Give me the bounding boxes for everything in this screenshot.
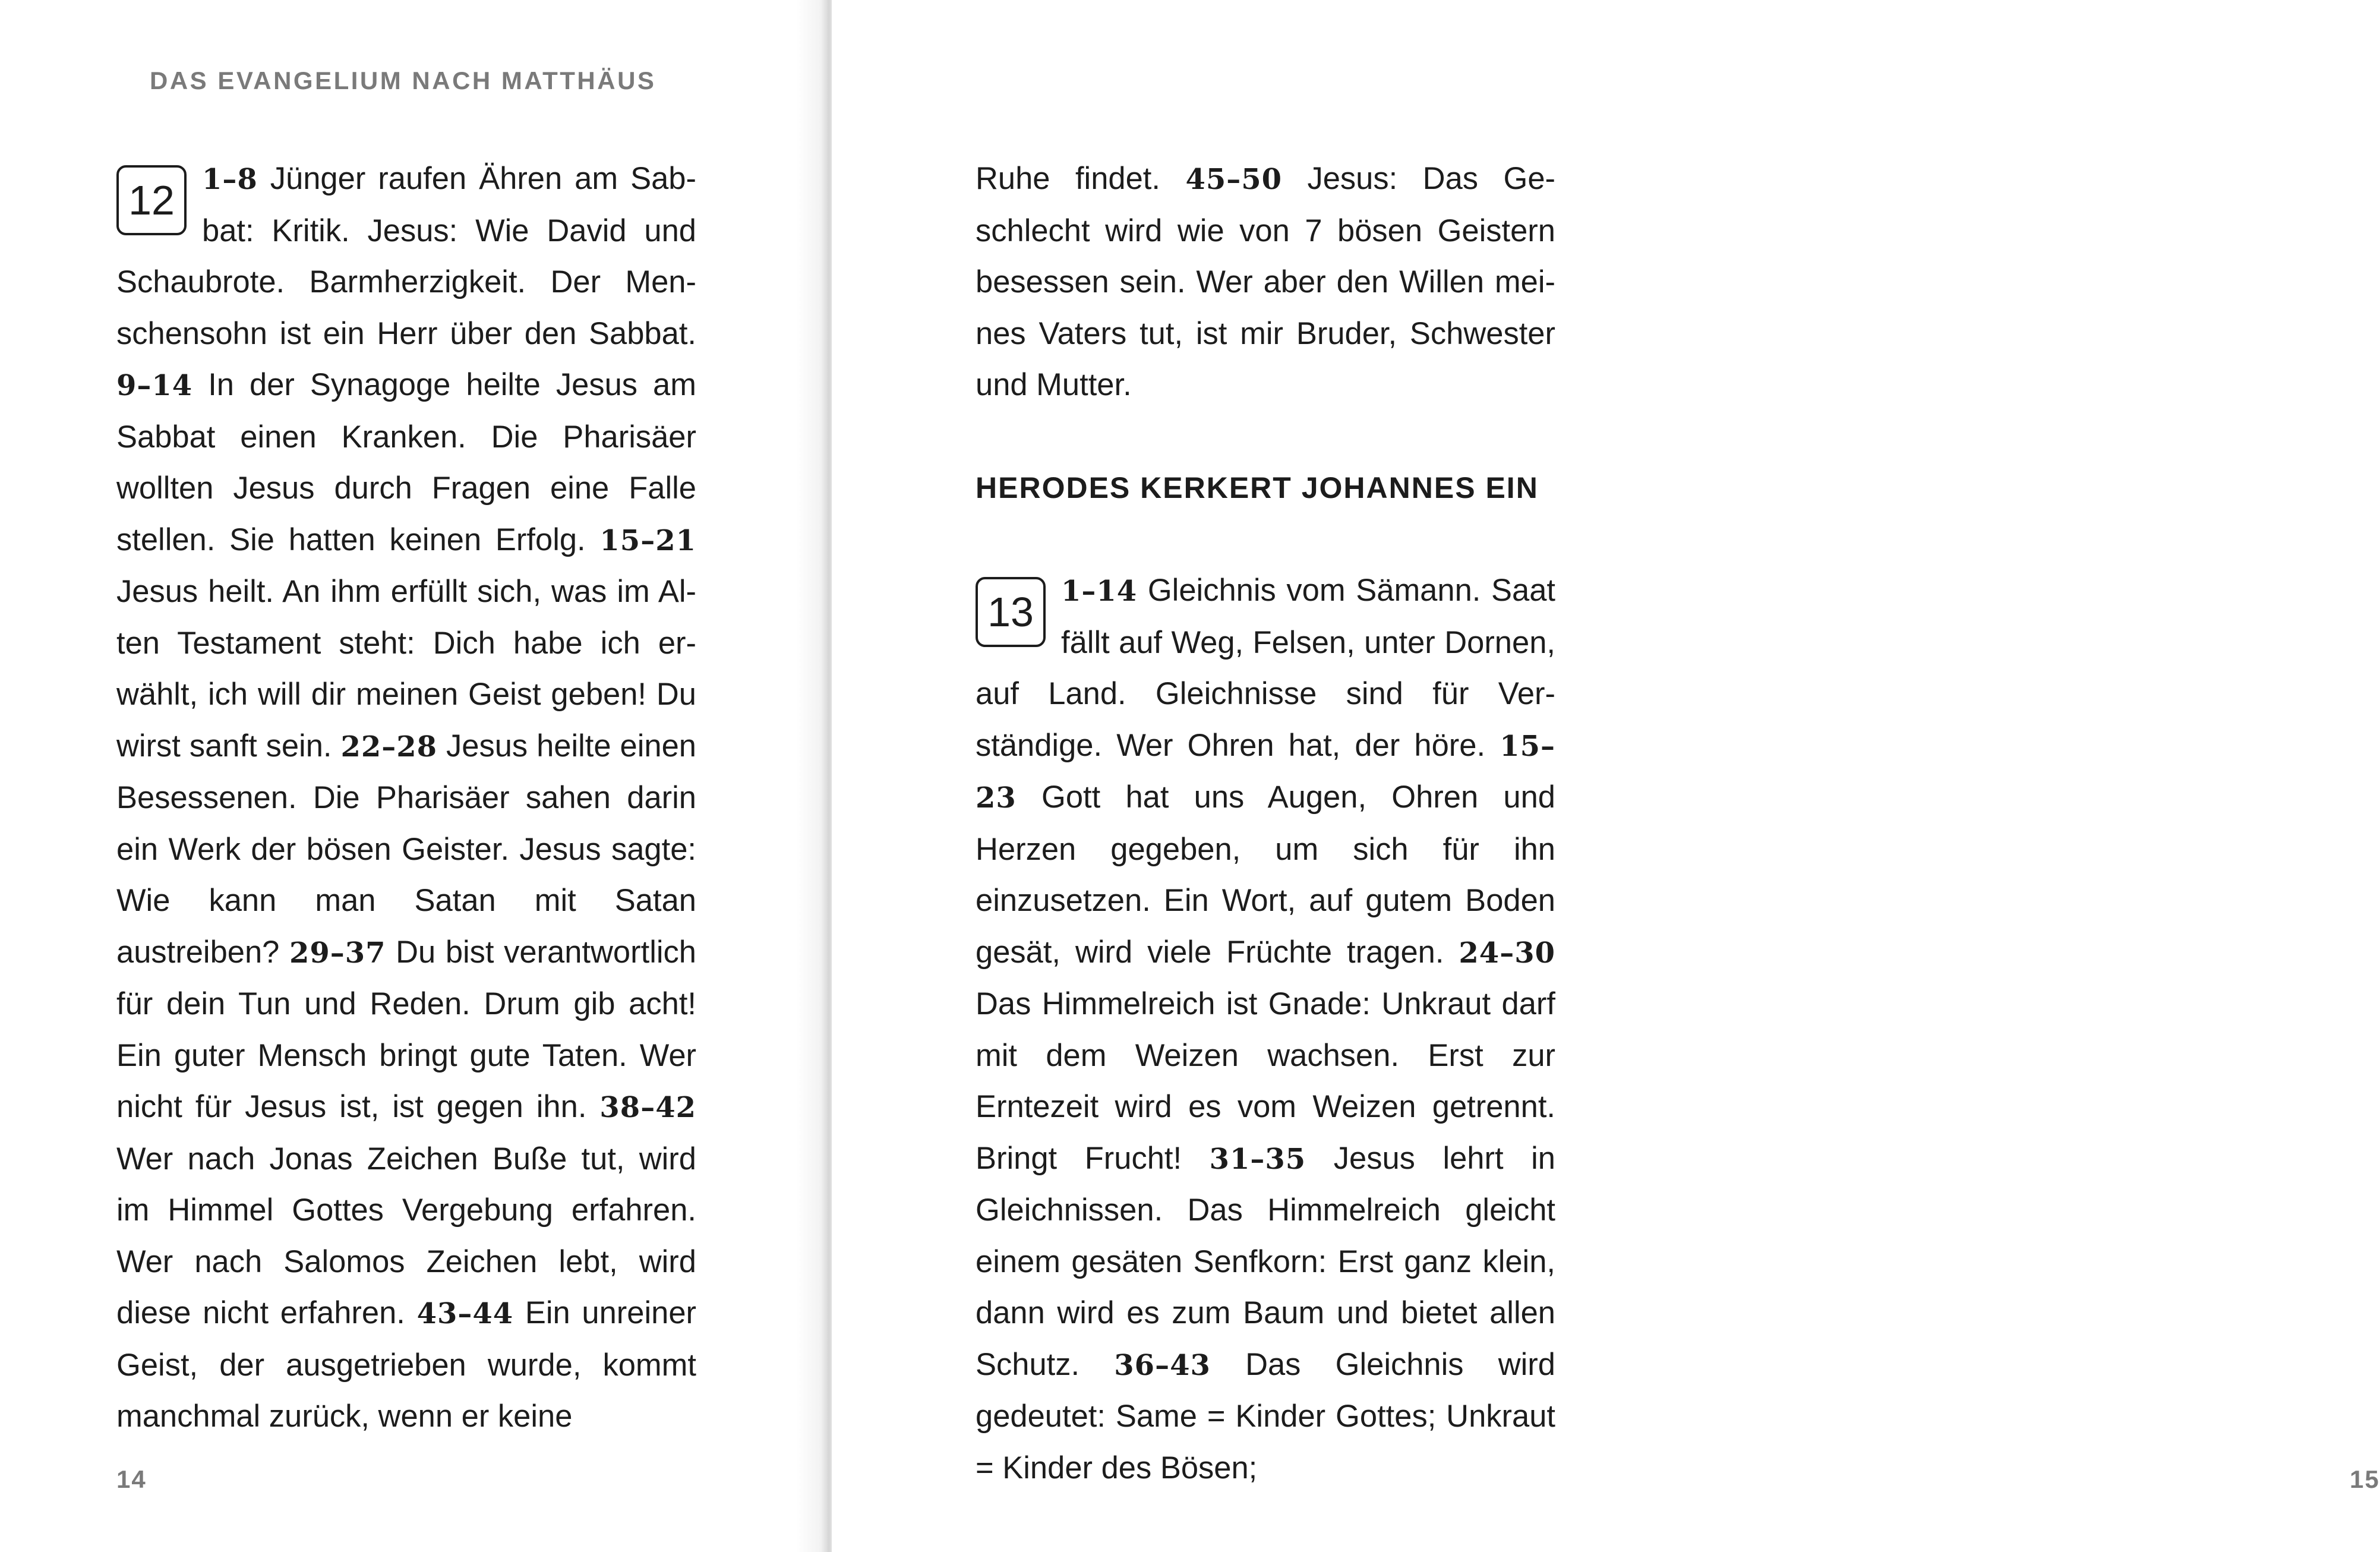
page-number-left: 14 [116, 1465, 147, 1493]
verse-text: Jesus heilt. An ihm erfüllt sich, was im Alten Testament steht: Dich habe ich erwählt, ich will dir meinen Geist geben! Du wirst sanft sein. [116, 574, 696, 764]
right-page [832, 0, 2380, 1552]
chapter-number-box: 13 [976, 577, 1046, 647]
verse-text: Jünger raufen Ähren am Sabbat: Kritik. Jesus: Wie David und Schaubrote. Barmherzigkeit. Der Menschensohn ist ein Herr über den Sabbat. [116, 161, 696, 351]
continuation-paragraph [976, 153, 1555, 411]
verse-ref: 29–37 [289, 936, 386, 970]
verse-text: Wer nach Jonas Zeichen Buße tut, wird im Himmel Gottes Vergebung erfahren. Wer nach Salomos Zeichen lebt, wird diese nicht erfahren. [116, 1141, 696, 1330]
verse-text: Gott hat uns Augen, Ohren und Herzen gegeben, um sich für ihn einzusetzen. Ein Wort, auf gutem Boden gesät, wird viele Früchte tragen. [976, 780, 1555, 970]
verse-ref: 9–14 [116, 369, 193, 402]
verse-text: Ein unreiner Geist, der ausgetrieben wurde, kommt manchmal zurück, wenn er keine [116, 1295, 697, 1434]
verse-text: Jesus lehrt in Gleichnissen. Das Himmelreich gleicht einem gesäten Senfkorn: Erst ganz klein, dann wird es zum Baum und bietet allen Schutz. [976, 1140, 1555, 1382]
verse-ref: 38–42 [599, 1091, 696, 1124]
verse-ref: 43–44 [416, 1297, 514, 1330]
verse-ref: 1–14 [1061, 575, 1138, 608]
verse-text: Ruhe findet. [976, 161, 1186, 196]
verse-text: Gleichnis vom Sämann. Saat fällt auf Weg, Felsen, unter Dornen, auf Land. Gleichnisse sind für Verständige. Wer Ohren hat, der höre. [976, 573, 1555, 763]
verse-ref: 24–30 [1459, 936, 1555, 970]
verse-text: In der Synagoge heilte Jesus am Sabbat einen Kranken. Die Pharisäer wollten Jesus durch Fragen eine Falle stellen. Sie hatten keinen Erfolg. [116, 367, 696, 557]
verse-text: Jesus heilte einen Besessenen. Die Pharisäer sahen darin ein Werk der bösen Geister. Jesus sagte: Wie kann man Satan mit Satan austreiben? [116, 728, 696, 970]
running-head: DAS EVANGELIUM NACH MATTHÄUS [150, 67, 656, 94]
verse-ref: 45–50 [1185, 163, 1283, 196]
verse-ref: 15–23 [976, 729, 1555, 815]
verse-ref: 36–43 [1114, 1348, 1211, 1382]
section-heading: HERODES KERKERT JOHANNES EIN [976, 471, 1539, 504]
verse-ref: 15–21 [599, 523, 696, 557]
verse-ref: 22–28 [340, 730, 438, 764]
chapter-number-box: 12 [116, 165, 187, 235]
verse-ref: 1–8 [202, 163, 258, 196]
verse-text: Du bist verantwortlich für dein Tun und Reden. Drum gib acht! Ein guter Mensch bringt gute Taten. Wer nicht für Jesus ist, ist gegen ihn. [116, 934, 696, 1124]
right-text-block [976, 153, 1555, 1494]
page-number-right: 15 [2350, 1465, 2380, 1493]
chapter-paragraph [976, 565, 1555, 1494]
verse-text: Das Gleichnis wird gedeutet: Same = Kinder Gottes; Unkraut = Kinder des Bösen; [976, 1346, 1555, 1485]
left-page [0, 0, 825, 1552]
verse-text: Das Himmelreich ist Gnade: Unkraut darf mit dem Weizen wachsen. Erst zur Erntezeit wird es vom Weizen getrennt. Bringt Frucht! [976, 986, 1555, 1176]
verse-ref: 31–35 [1209, 1142, 1306, 1176]
verse-text: Jesus: Das Geschlecht wird wie von 7 bösen Geistern besessen sein. Wer aber den Willen meines Vaters tut, ist mir Bruder, Schwester und Mutter. [976, 161, 1555, 402]
left-text-block [116, 153, 696, 1443]
